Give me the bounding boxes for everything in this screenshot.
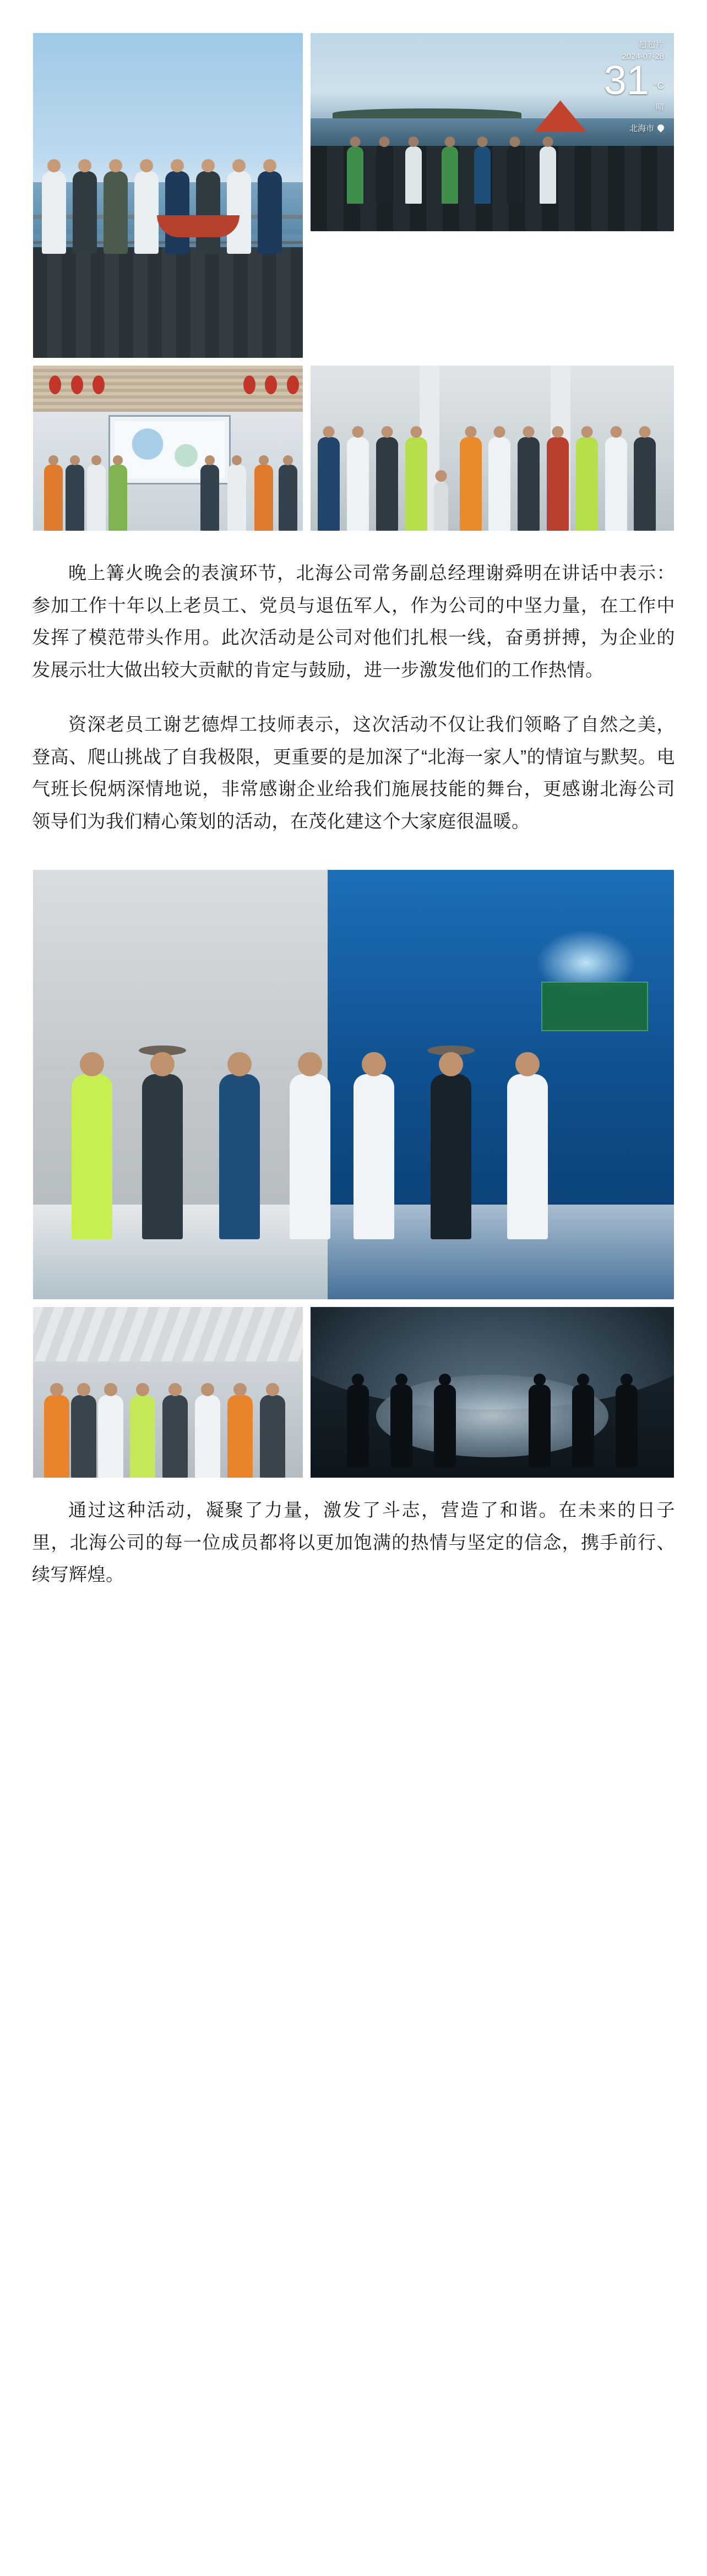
- photo-dome-exhibit[interactable]: [311, 1307, 674, 1478]
- photo-aquarium-main[interactable]: [33, 870, 674, 1299]
- closing-paragraph: 通过这种活动，凝聚了力量，激发了斗志，营造了和谐。在未来的日子里，北海公司的每一位成员都将以更加饱满的热情与坚定的信念，携手前行、续写辉煌。: [32, 1499, 675, 1585]
- head-shape: [298, 1052, 322, 1076]
- head-shape: [77, 1383, 90, 1396]
- photo-pier-group[interactable]: [33, 33, 303, 358]
- person-figure: [634, 437, 656, 531]
- person-figure: [547, 437, 569, 531]
- head-shape: [639, 426, 651, 438]
- head-shape: [610, 426, 622, 438]
- weather-temperature: 31: [603, 57, 649, 103]
- person-figure: [576, 437, 598, 531]
- head-shape: [465, 426, 476, 438]
- bottom-gallery-row: [33, 1307, 674, 1478]
- person-figure: [518, 437, 540, 531]
- head-shape: [352, 1374, 364, 1386]
- person-figure: [134, 171, 159, 254]
- head-shape: [515, 1052, 540, 1076]
- lantern-decoration: [71, 375, 83, 394]
- photo-museum-corridor[interactable]: [33, 1307, 303, 1478]
- person-figure: [44, 1395, 69, 1478]
- head-shape: [150, 1052, 175, 1076]
- head-shape: [436, 470, 447, 482]
- head-shape: [78, 159, 91, 172]
- head-shape: [621, 1374, 633, 1386]
- head-shape: [47, 159, 61, 172]
- weather-label: 超超片: [638, 40, 664, 50]
- person-figure: [72, 1074, 112, 1239]
- gallery-row-2: [33, 366, 674, 531]
- head-shape: [408, 137, 418, 147]
- head-shape: [140, 159, 153, 172]
- person-figure: [605, 437, 627, 531]
- person-figure: [474, 146, 491, 204]
- person-figure: [488, 437, 510, 531]
- person-figure: [71, 1395, 96, 1478]
- person-figure: [165, 171, 189, 254]
- head-shape: [444, 137, 455, 147]
- head-shape: [70, 455, 80, 465]
- person-silhouette: [572, 1385, 594, 1467]
- head-shape: [50, 1383, 63, 1396]
- head-shape: [379, 137, 389, 147]
- person-figure: [227, 465, 246, 531]
- person-figure: [460, 437, 482, 531]
- person-figure: [279, 465, 297, 531]
- person-figure: [405, 146, 422, 204]
- head-shape: [171, 159, 184, 172]
- head-shape: [233, 1383, 247, 1396]
- head-shape: [168, 1383, 182, 1396]
- top-gallery: [0, 0, 707, 531]
- person-figure: [507, 1074, 548, 1239]
- head-shape: [552, 426, 564, 438]
- person-silhouette: [434, 1385, 456, 1467]
- person-figure: [347, 437, 369, 531]
- head-shape: [232, 159, 246, 172]
- head-shape: [542, 137, 553, 147]
- head-shape: [202, 159, 215, 172]
- photo-dusk-deck[interactable]: [311, 33, 674, 231]
- people-group: [33, 150, 303, 254]
- person-figure: [195, 1395, 220, 1478]
- photo-exhibition-hall[interactable]: [33, 366, 303, 531]
- gallery-row-1: [33, 33, 674, 358]
- map-pin-icon: [656, 123, 666, 133]
- weather-date: 2024-07-28: [622, 52, 664, 61]
- head-shape: [581, 426, 592, 438]
- head-shape: [381, 426, 393, 438]
- head-shape: [439, 1374, 451, 1386]
- head-shape: [395, 1374, 407, 1386]
- weather-temperature-block: [499, 57, 664, 103]
- head-shape: [113, 455, 123, 465]
- person-figure: [258, 171, 282, 254]
- person-figure: [162, 1395, 188, 1478]
- person-figure: [347, 146, 363, 204]
- person-figure: [227, 1395, 253, 1478]
- deck-planks: [33, 247, 303, 358]
- weather-condition: 晴: [655, 102, 664, 112]
- person-figure: [376, 437, 398, 531]
- head-shape: [104, 1383, 117, 1396]
- person-figure: [87, 465, 106, 531]
- island-silhouette: [333, 108, 521, 118]
- weather-overlay: [499, 39, 664, 134]
- head-shape: [91, 455, 101, 465]
- person-figure: [260, 1395, 285, 1478]
- head-shape: [205, 455, 215, 465]
- person-figure: [66, 465, 84, 531]
- person-silhouette: [390, 1385, 412, 1467]
- head-shape: [510, 137, 520, 147]
- red-boat: [157, 215, 240, 237]
- head-shape: [494, 426, 505, 438]
- person-figure: [98, 1395, 123, 1478]
- head-shape: [232, 455, 242, 465]
- visitor-crowd: [33, 445, 303, 531]
- person-figure: [44, 465, 63, 531]
- ceiling-layer: [33, 1307, 303, 1365]
- head-shape: [136, 1383, 149, 1396]
- info-panel: [541, 982, 648, 1031]
- person-figure: [200, 465, 219, 531]
- child-figure: [434, 481, 448, 531]
- head-shape: [109, 159, 122, 172]
- article-body: [0, 538, 707, 863]
- head-shape: [259, 455, 269, 465]
- person-figure: [318, 437, 340, 531]
- head-shape: [283, 455, 293, 465]
- person-figure: [196, 171, 220, 254]
- head-shape: [266, 1383, 279, 1396]
- paragraph-2: 资深老员工谢艺德焊工技师表示，这次活动不仅让我们领略了自然之美，登高、爬山挑战了自我极限，更重要的是加深了“北海一家人”的情谊与默契。电气班长倪炳深情地说，非常感谢企业给我们施展技能的舞台，更感谢北海公司领导们为我们精心策划的活动，在茂化建这个大家庭很温暖。: [32, 714, 675, 832]
- head-shape: [523, 426, 535, 438]
- head-shape: [350, 137, 361, 147]
- weather-location: 北海市: [629, 123, 654, 133]
- head-shape: [477, 137, 488, 147]
- person-figure: [73, 171, 97, 254]
- head-shape: [439, 1052, 463, 1076]
- person-figure: [142, 1074, 183, 1239]
- person-figure: [431, 1074, 471, 1239]
- person-figure: [405, 437, 427, 531]
- person-figure: [442, 146, 458, 204]
- weather-location-row: [499, 122, 664, 134]
- lantern-decoration: [287, 375, 299, 394]
- head-shape: [577, 1374, 589, 1386]
- head-shape: [362, 1052, 386, 1076]
- head-shape: [323, 426, 335, 438]
- person-figure: [254, 465, 273, 531]
- lantern-decoration: [93, 375, 105, 394]
- person-figure: [227, 171, 251, 254]
- person-silhouette: [616, 1385, 638, 1467]
- person-figure: [219, 1074, 260, 1239]
- head-shape: [352, 426, 364, 438]
- person-figure: [507, 146, 523, 204]
- paragraph-1: 晚上篝火晚会的表演环节，北海公司常务副总经理谢舜明在讲话中表示：参加工作十年以上老员工、党员与退伍军人，作为公司的中坚力量，在工作中发挥了模范带头作用。此次活动是公司对他们扎根一线，奋勇拼搏，为企业的发展示壮大做出较大贡献的肯定与鼓励，进一步激发他们的工作热情。: [32, 563, 675, 680]
- person-figure: [354, 1074, 394, 1239]
- weather-unit: °C: [653, 80, 664, 91]
- person-silhouette: [347, 1385, 369, 1467]
- bottom-gallery: [0, 863, 707, 1478]
- person-figure: [540, 146, 556, 204]
- deck-planks: [311, 146, 674, 231]
- head-shape: [410, 426, 422, 438]
- person-figure: [290, 1074, 330, 1239]
- person-figure: [376, 146, 393, 204]
- head-shape: [263, 159, 276, 172]
- head-shape: [227, 1052, 252, 1076]
- person-figure: [104, 171, 128, 254]
- head-shape: [534, 1374, 546, 1386]
- person-figure: [130, 1395, 155, 1478]
- person-figure: [42, 171, 66, 254]
- head-shape: [80, 1052, 104, 1076]
- person-figure: [108, 465, 127, 531]
- head-shape: [48, 455, 58, 465]
- article-closing: [0, 1478, 707, 1630]
- photo-visitor-group[interactable]: [311, 366, 674, 531]
- head-shape: [201, 1383, 214, 1396]
- person-silhouette: [529, 1385, 551, 1467]
